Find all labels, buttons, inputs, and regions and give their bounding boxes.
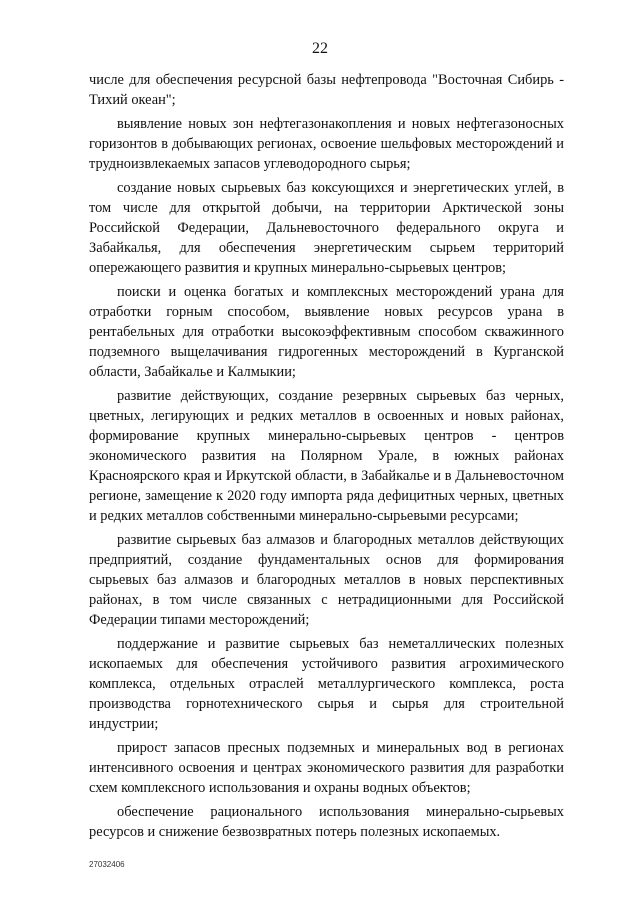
paragraph-oil-gas-exploration: выявление новых зон нефтегазонакопления и новых нефтегазоносных горизонтов в добывающих регионах, освоение шельфовых месторождений и трудноизвлекаемых запасов углеводородного сырья; xyxy=(89,116,564,172)
paragraph-diamonds: развитие сырьевых баз алмазов и благородных металлов действующих предприятий, создание фундаментальных основ для формирования сырьевых баз алмазов и благородных металлов в новых перспективных районах, в том числе связанных с нетрадиционными для Российской Федерации типами месторождений; xyxy=(89,532,564,628)
page-number: 22 xyxy=(312,40,328,57)
paragraph-rational-use: обеспечение рационального использования минерально-сырьевых ресурсов и снижение безвозвратных потерь полезных ископаемых. xyxy=(89,804,564,840)
paragraph-coal-bases: создание новых сырьевых баз коксующихся и энергетических углей, в том числе для открытой добычи, на территории Арктической зоны Российской Федерации, Дальневосточного федерального округа и Забайкалья, для обеспечения энергетическим сырьем территорий опережающего развития и крупных минерально-сырьевых центров; xyxy=(89,180,564,276)
paragraph-metals: развитие действующих, создание резервных сырьевых баз черных, цветных, легирующих и редких металлов в освоенных и новых районах, формирование крупных минерально-сырьевых центров - центров экономического развития на Полярном Урале, в южных районах Красноярского края и Иркутской области, в Забайкалье и в Дальневосточном регионе, замещение к 2020 году импорта ряда дефицитных черных, цветных и редких металлов собственными минерально-сырьевыми ресурсами; xyxy=(89,388,564,524)
paragraph-continuation: числе для обеспечения ресурсной базы нефтепровода "Восточная Сибирь - Тихий океан"; xyxy=(89,72,564,108)
paragraph-nonmetallic: поддержание и развитие сырьевых баз неметаллических полезных ископаемых для обеспечения устойчивого развития агрохимического комплекса, отдельных отраслей металлургического комплекса, роста производства горнотехнического сырья и сырья для строительной индустрии; xyxy=(89,636,564,732)
paragraph-water: прирост запасов пресных подземных и минеральных вод в регионах интенсивного освоения и центрах экономического развития для разработки схем комплексного использования и охраны водных объектов; xyxy=(89,740,564,796)
document-code: 27032406 xyxy=(89,860,125,869)
paragraph-uranium: поиски и оценка богатых и комплексных месторождений урана для отработки горным способом, выявление новых ресурсов урана в рентабельных для отработки высокоэффективным способом скважинного подземного выщелачивания гидрогенных месторождений в Курганской области, Забайкалье и Калмыкии; xyxy=(89,284,564,380)
document-body xyxy=(89,70,564,842)
